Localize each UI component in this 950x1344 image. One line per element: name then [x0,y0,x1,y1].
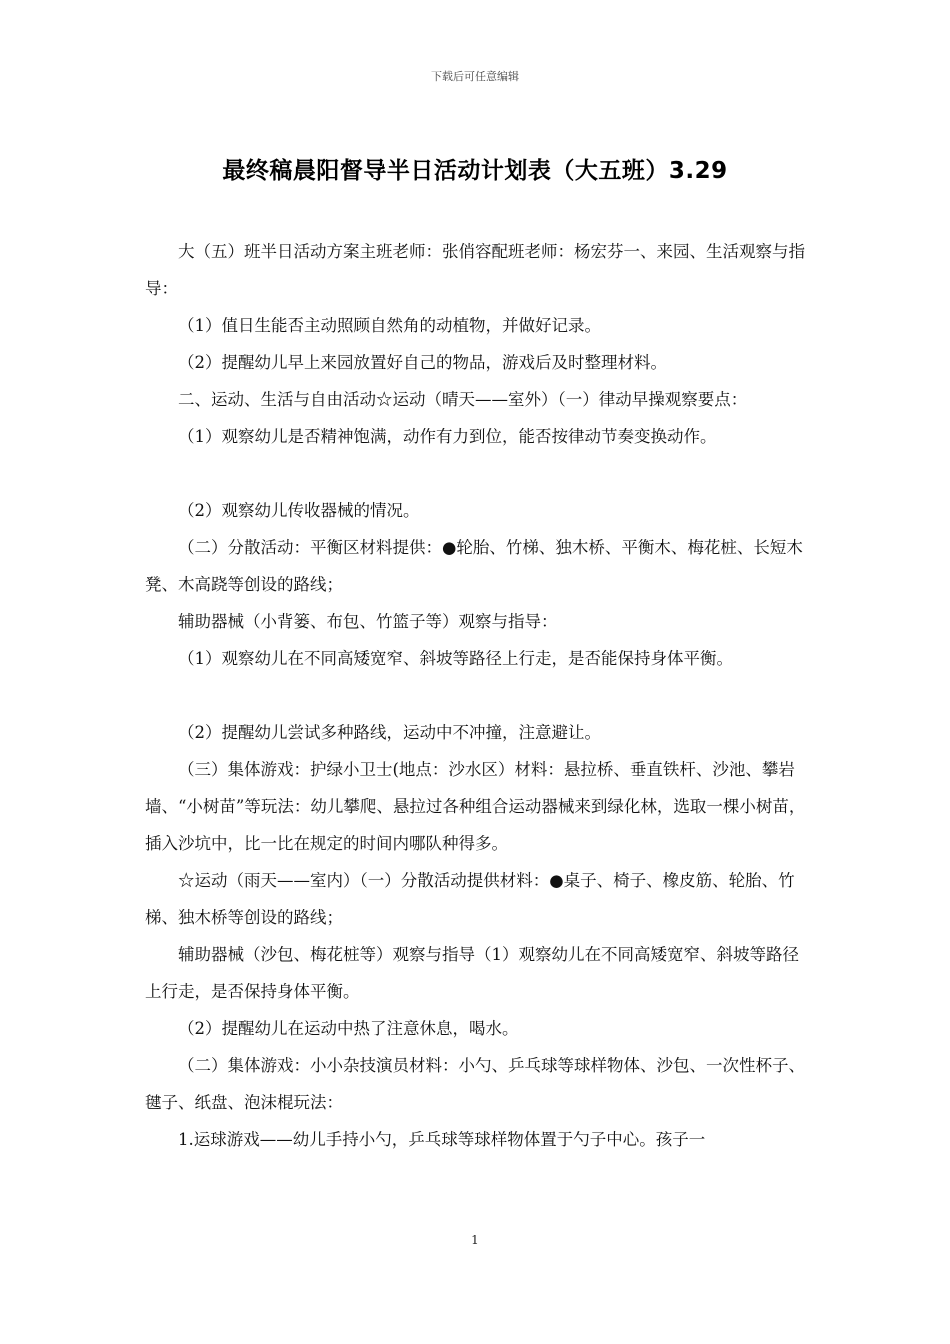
paragraph: （二）分散活动：平衡区材料提供：●轮胎、竹梯、独木桥、平衡木、梅花桩、长短木凳、木高跷等创设的路线； [145,538,803,594]
document-title: 最终稿晨阳督导半日活动计划表（大五班）3.29 [222,158,728,184]
paragraph: 1.运球游戏——幼儿手持小勺，乒乓球等球样物体置于勺子中心。孩子一 [178,1130,706,1149]
paragraph: （二）集体游戏：小小杂技演员材料：小勺、乒乓球等球样物体、沙包、一次性杯子、毽子、纸盘、泡沫棍玩法： [145,1056,805,1112]
paragraph: （1）值日生能否主动照顾自然角的动植物，并做好记录。 [178,316,601,335]
paragraph: ☆运动（雨天——室内）（一）分散活动提供材料：●桌子、椅子、橡皮筋、轮胎、竹梯、独木桥等创设的路线； [145,871,795,927]
paragraph: （2）提醒幼儿尝试多种路线，运动中不冲撞，注意避让。 [178,723,601,742]
paragraph: （三）集体游戏：护绿小卫士(地点：沙水区）材料：悬拉桥、垂直铁杆、沙池、攀岩墙、“小树苗”等玩法：幼儿攀爬、悬拉过各种组合运动器械来到绿化林，选取一棵小树苗，插入沙坑中，比一比在规定的时间内哪队种得多。 [145,760,806,853]
document-body [145,233,815,1158]
paragraph: 辅助器械（沙包、梅花桩等）观察与指导（1）观察幼儿在不同高矮宽窄、斜坡等路径上行走，是否保持身体平衡。 [145,945,799,1001]
paragraph: （2）提醒幼儿在运动中热了注意休息，喝水。 [178,1019,519,1038]
paragraph: （2）观察幼儿传收器械的情况。 [178,501,420,520]
paragraph: （1）观察幼儿是否精神饱满，动作有力到位，能否按律动节奏变换动作。 [178,427,717,446]
paragraph: （2）提醒幼儿早上来园放置好自己的物品，游戏后及时整理材料。 [178,353,667,372]
paragraph: 辅助器械（小背篓、布包、竹篮子等）观察与指导： [178,612,558,631]
page-number: 1 [471,1233,479,1247]
paragraph: 大（五）班半日活动方案主班老师：张俏容配班老师：杨宏芬一、来园、生活观察与指导： [145,242,805,298]
header-note: 下载后可任意编辑 [431,70,519,83]
paragraph: （1）观察幼儿在不同高矮宽窄、斜坡等路径上行走，是否能保持身体平衡。 [178,649,733,668]
paragraph: 二、运动、生活与自由活动☆运动（晴天——室外）（一）律动早操观察要点： [178,390,748,409]
